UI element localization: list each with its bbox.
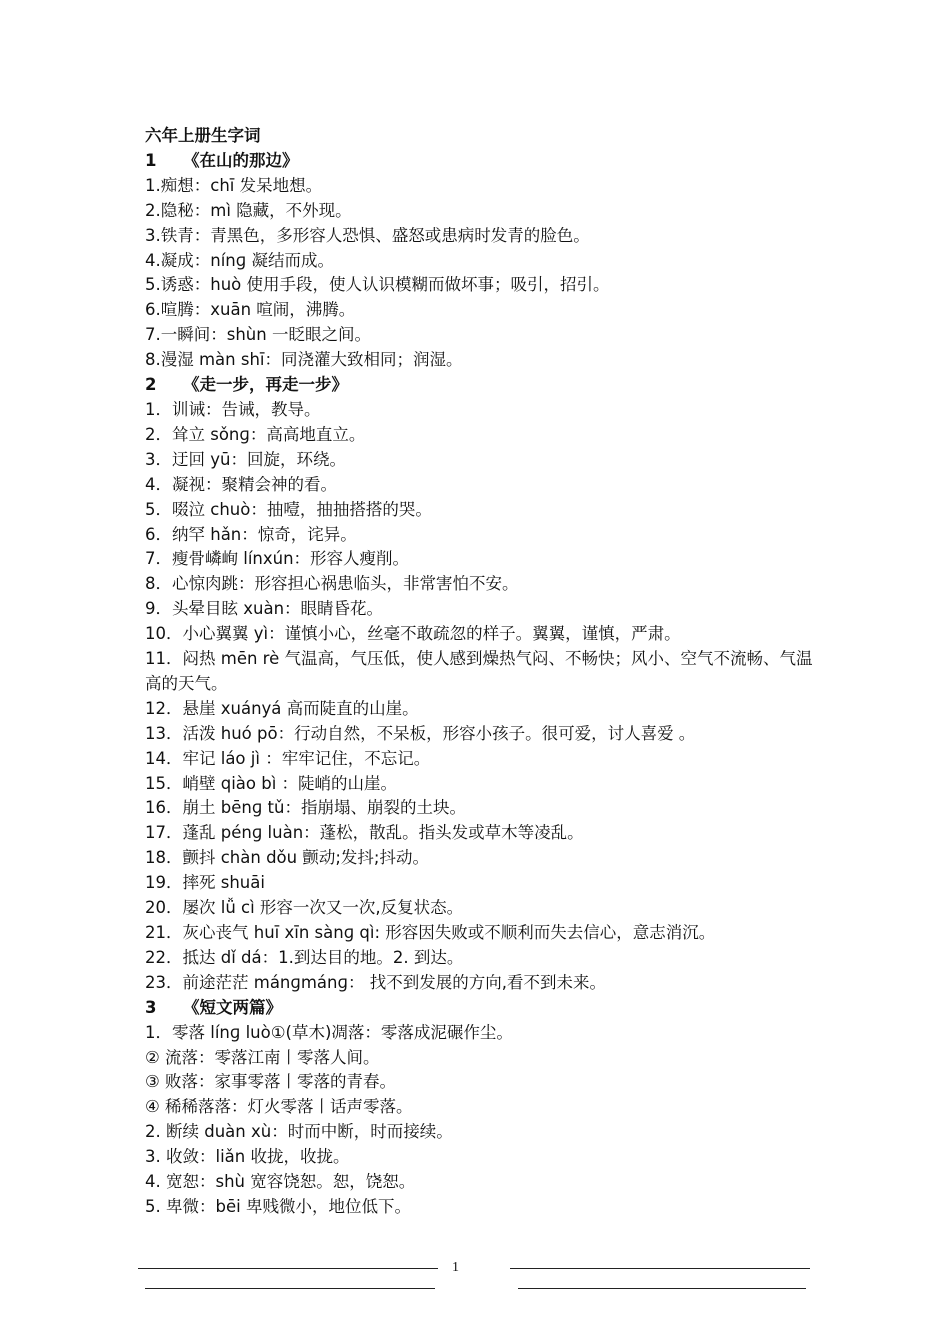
section-title: 《短文两篇》 [183,997,282,1017]
page-number: 1 [452,1260,459,1275]
section-number: 3 [145,997,157,1017]
section-heading [145,149,825,174]
vocab-entry: 5. 卑微：bēi 卑贱微小，地位低下。 [145,1196,411,1216]
section-title: 《走一步，再走一步》 [183,375,348,395]
vocab-entry: 6.喧腾：xuān 喧闹，沸腾。 [145,300,356,320]
vocab-entry: 13．活泼 huó pō：行动自然，不呆板，形容小孩子。很可爱，讨人喜爱 。 [145,723,696,743]
vocab-entry: 17．蓬乱 pénɡ luàn：蓬松，散乱。指头发或草木等凌乱。 [145,823,584,843]
vocab-entry: 5．啜泣 chuò：抽噎，抽抽搭搭的哭。 [145,499,432,519]
vocab-entry: 3.铁青：青黑色，多形容人恐惧、盛怒或患病时发青的脸色。 [145,225,590,245]
document-title: 六年上册生字词 [145,126,261,145]
vocab-entry: 6．纳罕 hǎn：惊奇，诧异。 [145,524,357,544]
footer-rule-left-top [138,1268,438,1269]
section-number: 2 [145,375,157,395]
vocab-entry: 19．摔死 shuāi [145,873,265,893]
vocab-entry: ③ 败落：家事零落丨零落的青春。 [145,1072,397,1092]
vocab-entry: 7．瘦骨嶙峋 línxún：形容人瘦削。 [145,549,410,569]
vocab-entry: 23．前途茫茫 mánɡmánɡ： 找不到发展的方向,看不到未来。 [145,972,606,992]
document-body [145,124,825,1220]
vocab-entry: 10．小心翼翼 yì：谨慎小心，丝毫不敢疏忽的样子。翼翼，谨慎，严肃。 [145,624,681,644]
section-heading [145,996,825,1021]
vocab-entry: 3. 收敛：liǎn 收拢，收拢。 [145,1147,350,1167]
vocab-entry: 20．屡次 lǚ cì 形容一次又一次,反复状态。 [145,898,464,918]
vocab-entry: 5.诱惑：huò 使用手段，使人认识模糊而做坏事；吸引，招引。 [145,275,610,295]
footer-rule-right-bottom [518,1288,806,1289]
vocab-entry: 21．灰心丧气 huī xīn sànɡ qì: 形容因失败或不顺利而失去信心，意志消沉。 [145,923,716,942]
vocab-entry: 4.凝成：nínɡ 凝结而成。 [145,250,334,270]
vocab-entry: 1．零落 línɡ luò①(草木)凋落：零落成泥碾作尘。 [145,1022,513,1042]
vocab-entry: 2. 断续 duàn xù：时而中断，时而接续。 [145,1122,453,1142]
vocab-entry: 8.漫湿 màn shī：同浇灌大致相同；润湿。 [145,350,463,370]
vocab-entry: ④ 稀稀落落：灯火零落丨话声零落。 [145,1097,413,1117]
vocab-entry: 2.隐秘：mì 隐藏，不外现。 [145,200,352,220]
vocab-entry: 16．崩土 bēnɡ tǔ：指崩塌、崩裂的土块。 [145,798,466,818]
vocab-entry: 2．耸立 sǒnɡ：高高地直立。 [145,424,366,444]
footer-rule-left-bottom [145,1288,435,1289]
vocab-entry: 8．心惊肉跳：形容担心祸患临头，非常害怕不安。 [145,574,519,594]
vocab-entry: 14．牢记 láo jì ：牢牢记住，不忘记。 [145,748,431,768]
vocab-entry: 9．头晕目眩 xuàn：眼睛昏花。 [145,599,384,619]
vocab-list [145,149,825,1220]
page-footer [0,1258,950,1298]
vocab-entry: 11．闷热 mēn rè 气温高，气压低，使人感到燥热气闷、不畅快；风小、空气不流畅、气温高的天气。 [145,649,813,693]
vocab-entry: 15．峭壁 qiào bì ：陡峭的山崖。 [145,773,398,793]
vocab-entry: 18．颤抖 chàn dǒu 颤动;发抖;抖动。 [145,848,429,868]
vocab-entry: 4. 宽恕：shù 宽容饶恕。恕，饶恕。 [145,1172,416,1192]
vocab-entry: 22．抵达 dǐ dá：1.到达目的地。2. 到达。 [145,947,464,967]
vocab-entry: 1．训诫：告诫，教导。 [145,399,321,419]
vocab-entry: 12．悬崖 xuányá 高而陡直的山崖。 [145,698,419,718]
section-title: 《在山的那边》 [183,150,299,170]
vocab-entry: 3．迂回 yū：回旋，环绕。 [145,449,346,469]
section-number: 1 [145,150,157,170]
footer-rule-right-top [510,1268,810,1269]
section-heading [145,373,825,398]
vocab-entry: 1.痴想：chī 发呆地想。 [145,175,323,195]
vocab-entry: ② 流落：零落江南丨零落人间。 [145,1047,380,1067]
vocab-entry: 7.一瞬间：shùn 一眨眼之间。 [145,325,371,345]
vocab-entry: 4．凝视：聚精会神的看。 [145,474,337,494]
